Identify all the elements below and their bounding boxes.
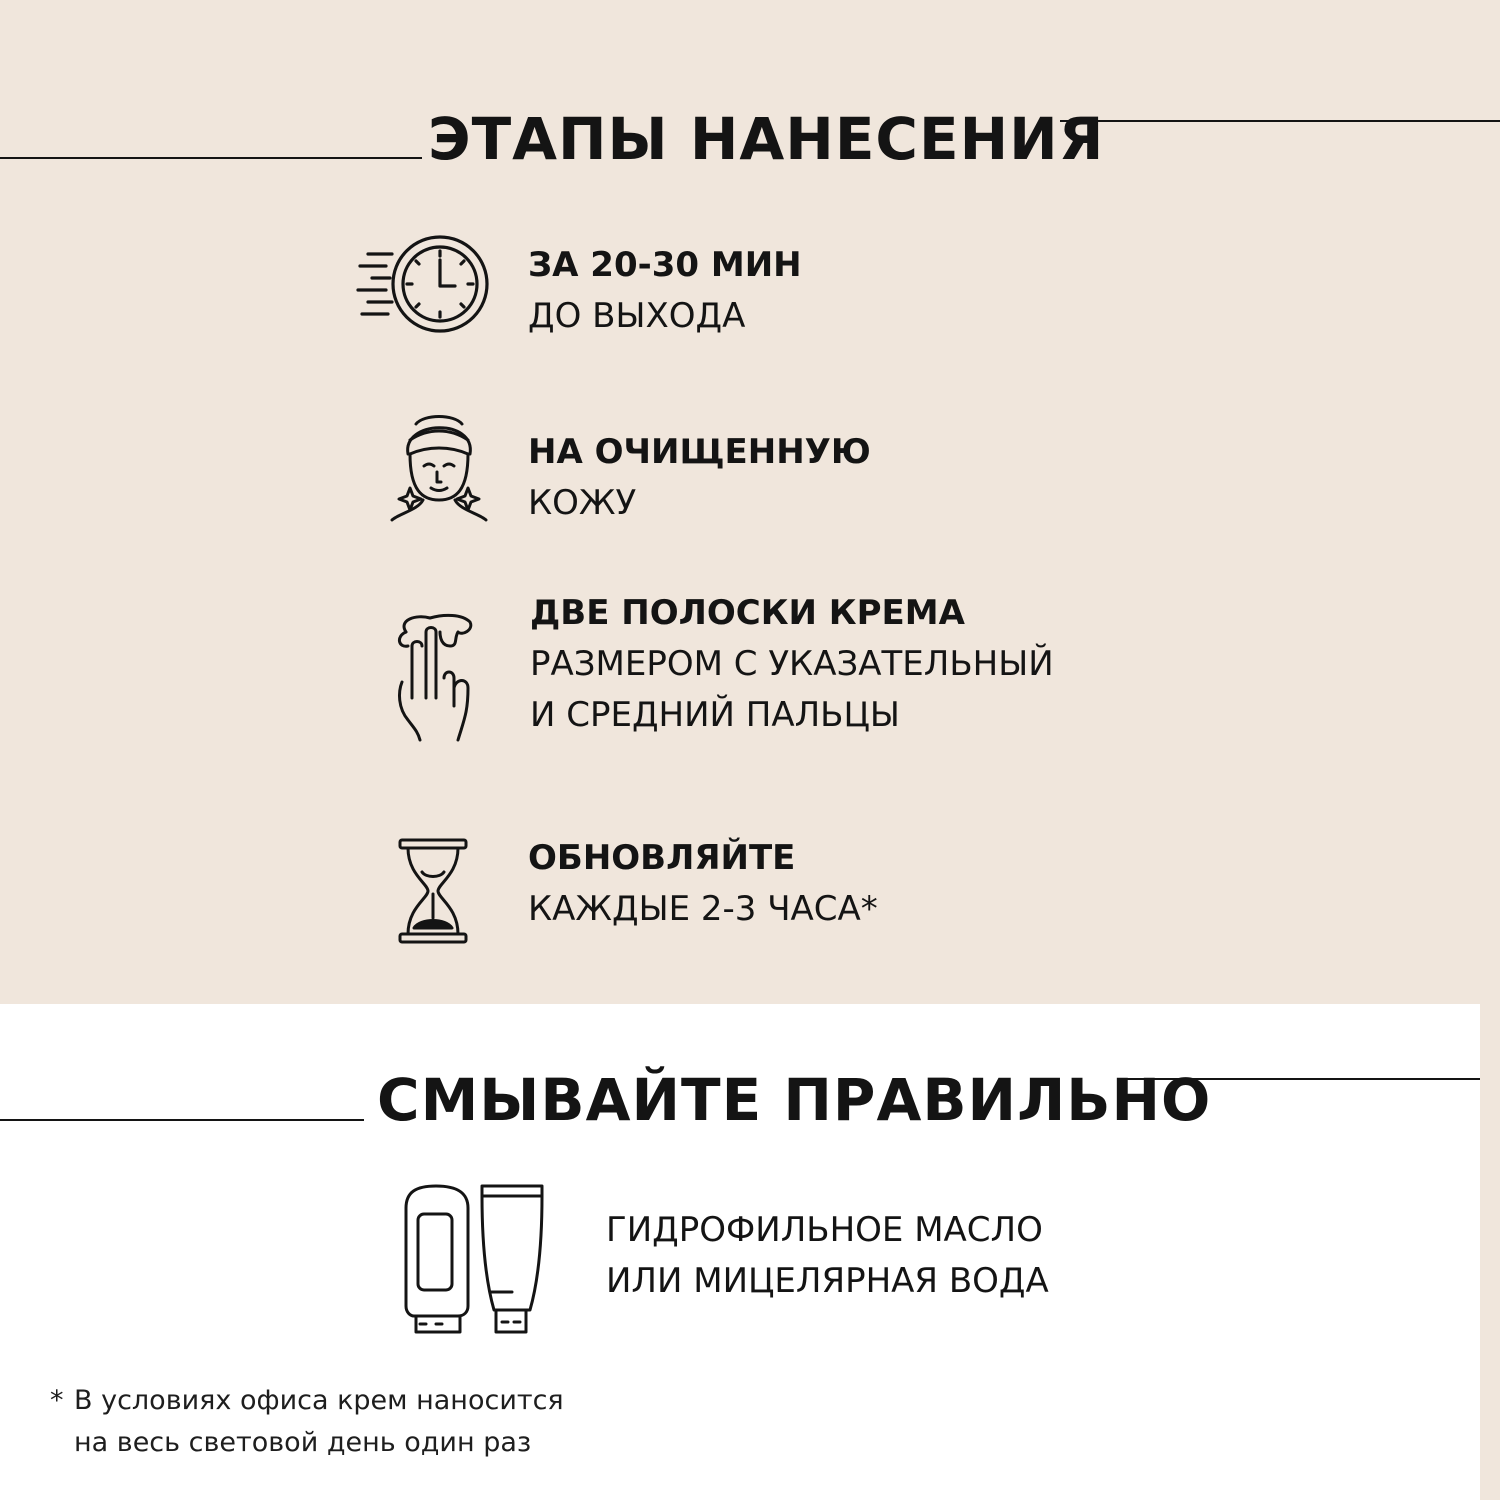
step-title: ЗА 20-30 МИН [528,245,802,285]
woman-towel-face-icon [388,410,490,522]
fast-clock-icon [356,234,490,334]
step-text-timing [528,240,802,342]
step-line: КАЖДЫЕ 2-3 ЧАСА* [528,889,878,929]
heading-rule-left [0,157,422,159]
two-fingers-cream-icon [392,612,478,742]
step-line: И СРЕДНИЙ ПАЛЬЦЫ [530,695,900,735]
footnote [50,1380,564,1464]
removal-line: ГИДРОФИЛЬНОЕ МАСЛО [606,1210,1043,1250]
application-heading: ЭТАПЫ НАНЕСЕНИЯ [428,105,1105,173]
step-text-clean-skin [528,427,871,529]
footnote-mark: * [50,1385,64,1416]
step-text-reapply [528,833,878,935]
step-title: ОБНОВЛЯЙТЕ [528,838,796,878]
hourglass-icon [398,838,468,944]
step-title: ДВЕ ПОЛОСКИ КРЕМА [530,593,965,633]
step-line: РАЗМЕРОМ С УКАЗАТЕЛЬНЫЙ [530,644,1054,684]
removal-text [606,1205,1049,1307]
step-line: ДО ВЫХОДА [528,296,746,336]
step-title: НА ОЧИЩЕННУЮ [528,432,871,472]
heading-rule-left [0,1119,364,1121]
footnote-line: В условиях офиса крем наносится [74,1385,564,1416]
step-text-amount [530,588,1054,741]
footnote-line: на весь световой день один раз [74,1427,532,1458]
cosmetic-bottles-icon [402,1182,546,1336]
removal-heading: СМЫВАЙТЕ ПРАВИЛЬНО [377,1066,1212,1134]
heading-rule-right [1060,120,1500,122]
removal-line: ИЛИ МИЦЕЛЯРНАЯ ВОДА [606,1261,1049,1301]
step-line: КОЖУ [528,483,637,523]
